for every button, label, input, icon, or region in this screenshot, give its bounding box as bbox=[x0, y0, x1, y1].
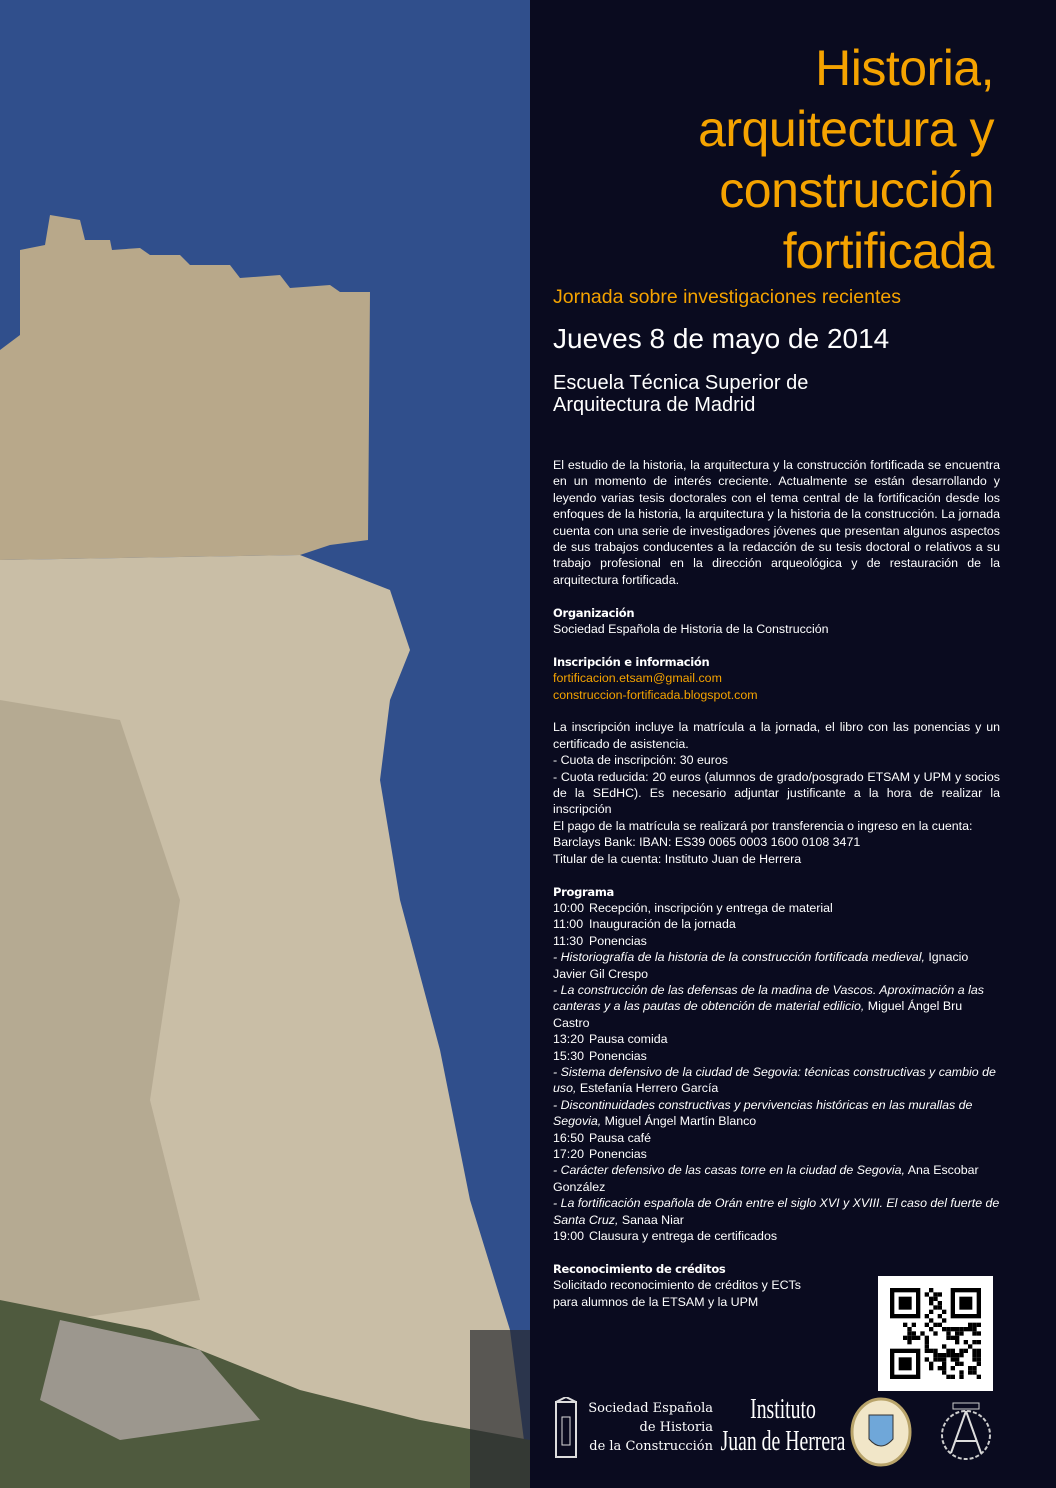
ijh-line: Juan de Herrera bbox=[720, 1425, 846, 1457]
intro-text: El estudio de la historia, la arquitectura y la construcción fortificada se encuentra en un momento de interés creciente. Actualmente se están desarrollando y leyendo varias tesis doctorales con el tema central de la fortificación desde los enfoques de la historia, la arquitectura y la historia de la construcción. La jornada cuenta con una serie de investigadores jóvenes que presentan algunos aspectos de sus trabajos conducentes a la redacción de su tesis doctoral o relativos a su trabajo profesional en la dirección arqueológica y de restauración de la arquitectura fortificada. bbox=[553, 458, 1000, 587]
talk-speaker: Miguel Ángel Martín Blanco bbox=[601, 1114, 757, 1129]
ijh-logo-text bbox=[715, 1393, 851, 1457]
upm-seal-icon bbox=[850, 1397, 912, 1467]
organizacion-text: Sociedad Española de Historia de la Construcción bbox=[553, 622, 829, 637]
programa-activity: Clausura y entrega de certificados bbox=[589, 1229, 778, 1244]
info-panel bbox=[523, 0, 1056, 1488]
talk-title: - La fortificación española de Orán entre el siglo XVI y XVIII. El caso del fuerte de Santa Cruz, bbox=[553, 1196, 1000, 1227]
sedhc-line: de la Construcción bbox=[589, 1439, 713, 1454]
talk-title: - La construcción de las defensas de la madina de Vascos. Aproximación a las canteras y a las pautas de obtención de material edilicio, bbox=[553, 982, 984, 1014]
title-line: Historia, bbox=[815, 40, 994, 96]
programa-list bbox=[553, 900, 1000, 1245]
payment-line: La inscripción incluye la matrícula a la jornada, el libro con las ponencias y un certificado de asistencia. bbox=[553, 720, 1000, 751]
programa-activity: Pausa comida bbox=[589, 1032, 668, 1047]
poster-body bbox=[553, 457, 1000, 1310]
creditos-line: Solicitado reconocimiento de créditos y ECTs bbox=[553, 1278, 801, 1293]
programa-time: 10:00 bbox=[553, 900, 585, 915]
talk-title: - Sistema defensivo de la ciudad de Segovia: técnicas constructivas y cambio de uso, bbox=[553, 1064, 996, 1096]
title-line: fortificada bbox=[782, 223, 994, 279]
programa-item bbox=[553, 949, 1000, 982]
payment-info bbox=[553, 719, 1000, 867]
programa-activity: Recepción, inscripción y entrega de material bbox=[589, 900, 833, 915]
programa-time: 13:20 bbox=[553, 1032, 585, 1047]
programa-item bbox=[553, 1097, 1000, 1130]
programa-item bbox=[553, 1195, 1000, 1228]
payment-line: - Cuota reducida: 20 euros (alumnos de grado/posgrado ETSAM y UPM y socios de la SEdHC). Es necesario adjuntar justificante a la hora de realizar la inscripción bbox=[553, 769, 1000, 817]
programa-activity: Ponencias bbox=[589, 933, 647, 948]
sponsor-logos bbox=[553, 1395, 1033, 1465]
programa-activity: Inauguración de la jornada bbox=[589, 917, 736, 932]
blog-link[interactable]: construccion-fortificada.blogspot.com bbox=[553, 687, 758, 702]
talk-title: - Historiografía de la historia de la construcción fortificada medieval, bbox=[553, 950, 925, 965]
creditos-line: para alumnos de la ETSAM y la UPM bbox=[553, 1294, 759, 1309]
talk-speaker: Sanaa Niar bbox=[618, 1212, 684, 1227]
talk-title: - Carácter defensivo de las casas torre en la ciudad de Segovia, bbox=[553, 1163, 905, 1178]
sedhc-line: Sociedad Española bbox=[588, 1401, 713, 1416]
programa-time: 15:30 bbox=[553, 1048, 585, 1063]
payment-line: El pago de la matrícula se realizará por transferencia o ingreso en la cuenta: bbox=[553, 818, 973, 833]
programa-item bbox=[553, 1048, 1000, 1064]
talk-speaker: Estefanía Herrero García bbox=[576, 1081, 719, 1096]
email-link[interactable]: fortificacion.etsam@gmail.com bbox=[553, 671, 722, 686]
title-line: arquitectura y bbox=[698, 101, 994, 157]
programa-item bbox=[553, 916, 1000, 932]
programa-item bbox=[553, 1162, 1000, 1195]
talk-speaker: Ana Escobar González bbox=[553, 1163, 979, 1194]
sedhc-logo-text bbox=[585, 1399, 713, 1456]
programa-time: 19:00 bbox=[553, 1229, 585, 1244]
programa-heading: Programa bbox=[553, 884, 615, 899]
programa-activity: Ponencias bbox=[589, 1147, 647, 1161]
event-date: Jueves 8 de mayo de 2014 bbox=[553, 323, 890, 354]
qr-code-pattern bbox=[890, 1288, 981, 1379]
programa-time: 16:50 bbox=[553, 1130, 585, 1145]
programa-item bbox=[553, 900, 1000, 916]
qr-code[interactable] bbox=[878, 1276, 993, 1391]
poster-title bbox=[698, 38, 994, 282]
talk-speaker: Miguel Ángel Bru Castro bbox=[553, 999, 963, 1030]
programa-activity: Pausa café bbox=[589, 1130, 651, 1145]
programa-item bbox=[553, 1130, 1000, 1146]
payment-line: - Cuota de inscripción: 30 euros bbox=[553, 753, 728, 768]
ijh-line: Instituto bbox=[750, 1393, 816, 1425]
etsam-emblem-icon bbox=[935, 1397, 997, 1463]
programa-item bbox=[553, 1064, 1000, 1097]
programa-item bbox=[553, 1031, 1000, 1047]
programa-item bbox=[553, 1228, 1000, 1244]
programa-activity: Ponencias bbox=[589, 1048, 647, 1063]
programa-time: 17:20 bbox=[553, 1147, 585, 1161]
payment-line: Titular de la cuenta: Instituto Juan de Herrera bbox=[553, 851, 802, 866]
creditos-heading: Reconocimiento de créditos bbox=[553, 1261, 726, 1276]
subtitle: Jornada sobre investigaciones recientes bbox=[553, 286, 901, 308]
sedhc-emblem-icon bbox=[553, 1397, 579, 1459]
programa-item bbox=[553, 1146, 1000, 1162]
sedhc-line: de Historia bbox=[639, 1420, 713, 1435]
venue-line: Arquitectura de Madrid bbox=[553, 394, 756, 416]
organizacion-heading: Organización bbox=[553, 605, 635, 620]
title-line: construcción bbox=[719, 162, 994, 218]
venue bbox=[553, 372, 808, 416]
programa-item bbox=[553, 982, 1000, 1031]
payment-line: Barclays Bank: IBAN: ES39 0065 0003 1600 0108 3471 bbox=[553, 835, 861, 850]
inscripcion-heading: Inscripción e información bbox=[553, 654, 710, 669]
programa-time: 11:00 bbox=[553, 917, 584, 932]
talk-title: - Discontinuidades constructivas y pervivencias históricas en las murallas de Segovia, bbox=[553, 1097, 973, 1129]
programa-time: 11:30 bbox=[553, 933, 584, 948]
venue-line: Escuela Técnica Superior de bbox=[553, 372, 809, 394]
talk-speaker: Ignacio Javier Gil Crespo bbox=[553, 950, 969, 981]
programa-item bbox=[553, 933, 1000, 949]
